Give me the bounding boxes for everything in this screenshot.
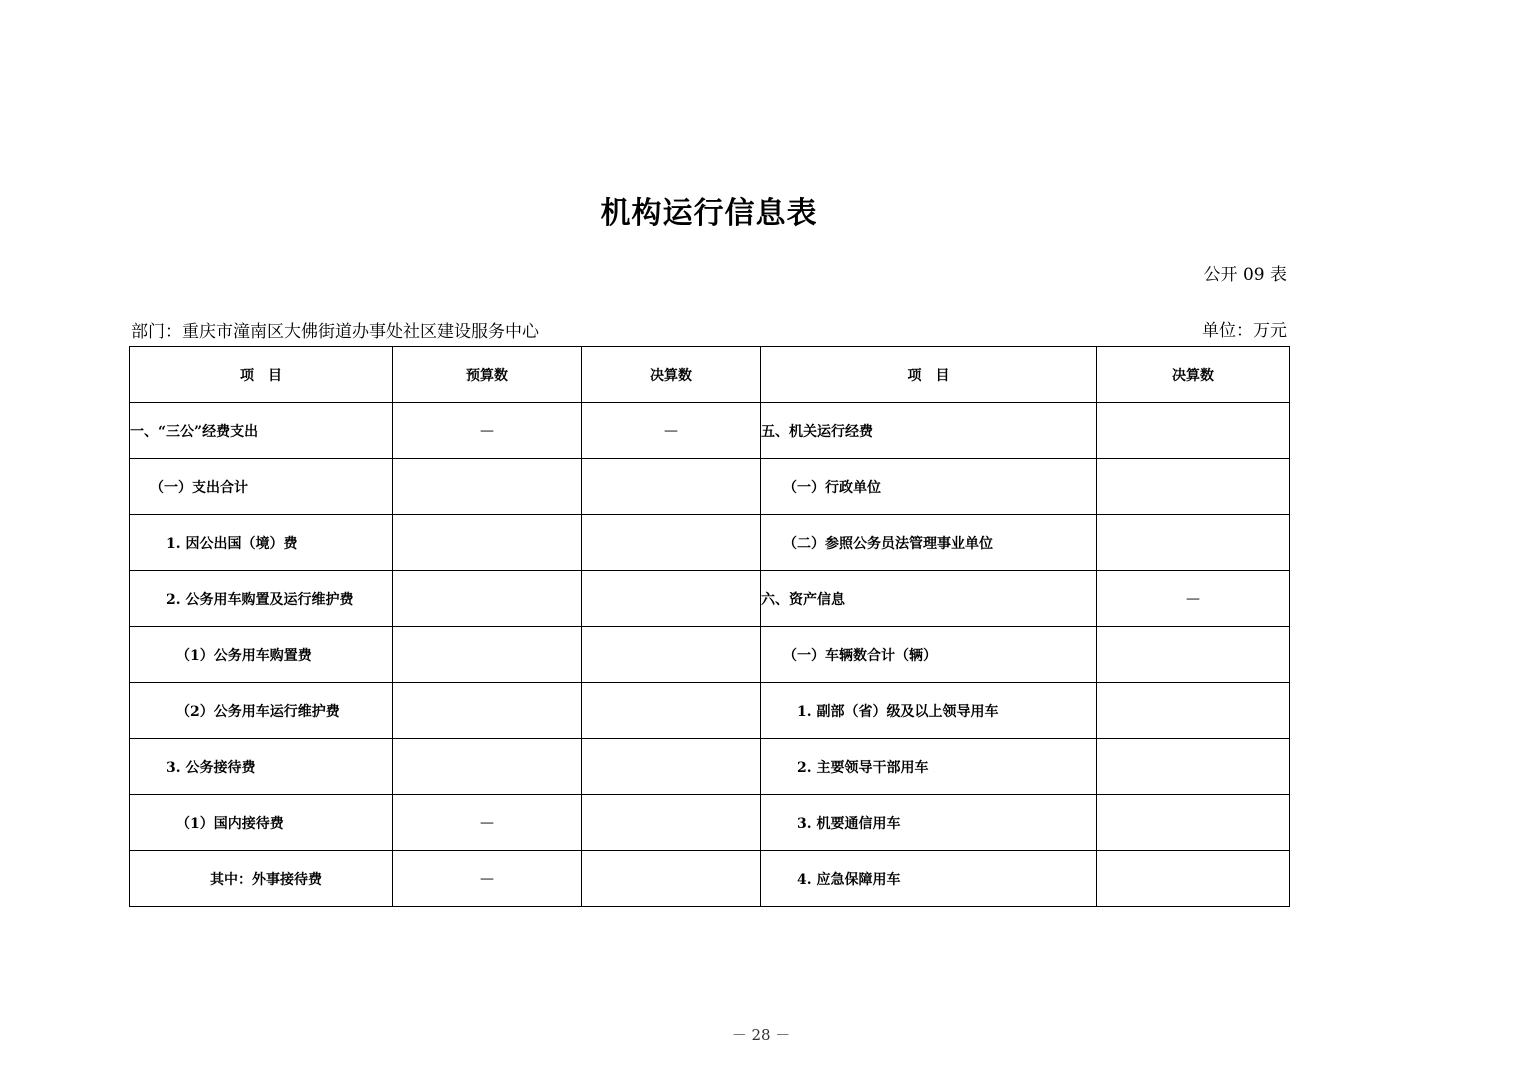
department-label: 部门：重庆市潼南区大佛街道办事处社区建设服务中心 [131,322,539,342]
table-row [130,739,1290,795]
row-budget [393,571,582,627]
row-item-left: （一）支出合计 [130,459,393,515]
row-final [582,739,761,795]
institution-operation-table [129,346,1290,907]
row-final-right [1097,795,1290,851]
row-final-right [1097,459,1290,515]
table-row [130,627,1290,683]
row-item-right: 3. 机要通信用车 [761,795,1097,851]
row-item-right: （二）参照公务员法管理事业单位 [761,515,1097,571]
table-row [130,571,1290,627]
row-item-left: （1）公务用车购置费 [130,627,393,683]
row-item-right: （一）行政单位 [761,459,1097,515]
table-row [130,795,1290,851]
table-row [130,459,1290,515]
row-final [582,515,761,571]
row-final: — [582,403,761,459]
row-final-right [1097,851,1290,907]
row-final [582,851,761,907]
row-item-left: 一、“三公”经费支出 [130,403,393,459]
row-final [582,795,761,851]
row-item-right: 4. 应急保障用车 [761,851,1097,907]
table-row [130,515,1290,571]
row-item-right: 2. 主要领导干部用车 [761,739,1097,795]
row-final [582,683,761,739]
row-final-right [1097,627,1290,683]
page-number: － 28 － [731,1026,791,1044]
row-item-left: （1）国内接待费 [130,795,393,851]
table-row [130,851,1290,907]
row-budget: — [393,795,582,851]
table-row [130,683,1290,739]
table-header-row [130,347,1290,403]
row-final [582,627,761,683]
header-final-right: 决算数 [1097,347,1290,403]
row-item-right: （一）车辆数合计（辆） [761,627,1097,683]
row-budget [393,683,582,739]
header-item-left: 项 目 [130,347,393,403]
row-item-right: 1. 副部（省）级及以上领导用车 [761,683,1097,739]
row-final-right: — [1097,571,1290,627]
form-number: 公开 09 表 [1203,265,1287,285]
row-budget [393,627,582,683]
row-final-right [1097,739,1290,795]
row-item-left: 1. 因公出国（境）费 [130,515,393,571]
row-final-right [1097,515,1290,571]
row-item-left: 其中：外事接待费 [130,851,393,907]
row-budget: — [393,851,582,907]
row-item-left: （2）公务用车运行维护费 [130,683,393,739]
row-item-right: 五、机关运行经费 [761,403,1097,459]
row-item-left: 3. 公务接待费 [130,739,393,795]
row-budget [393,515,582,571]
header-budget: 预算数 [393,347,582,403]
page-title: 机构运行信息表 [600,196,818,231]
header-item-right: 项 目 [761,347,1097,403]
unit-label: 单位：万元 [1202,321,1287,341]
header-final-left: 决算数 [582,347,761,403]
row-budget: — [393,403,582,459]
row-final [582,571,761,627]
row-budget [393,739,582,795]
row-budget [393,459,582,515]
row-final-right [1097,403,1290,459]
row-item-right: 六、资产信息 [761,571,1097,627]
row-final-right [1097,683,1290,739]
row-item-left: 2. 公务用车购置及运行维护费 [130,571,393,627]
table-row [130,403,1290,459]
row-final [582,459,761,515]
